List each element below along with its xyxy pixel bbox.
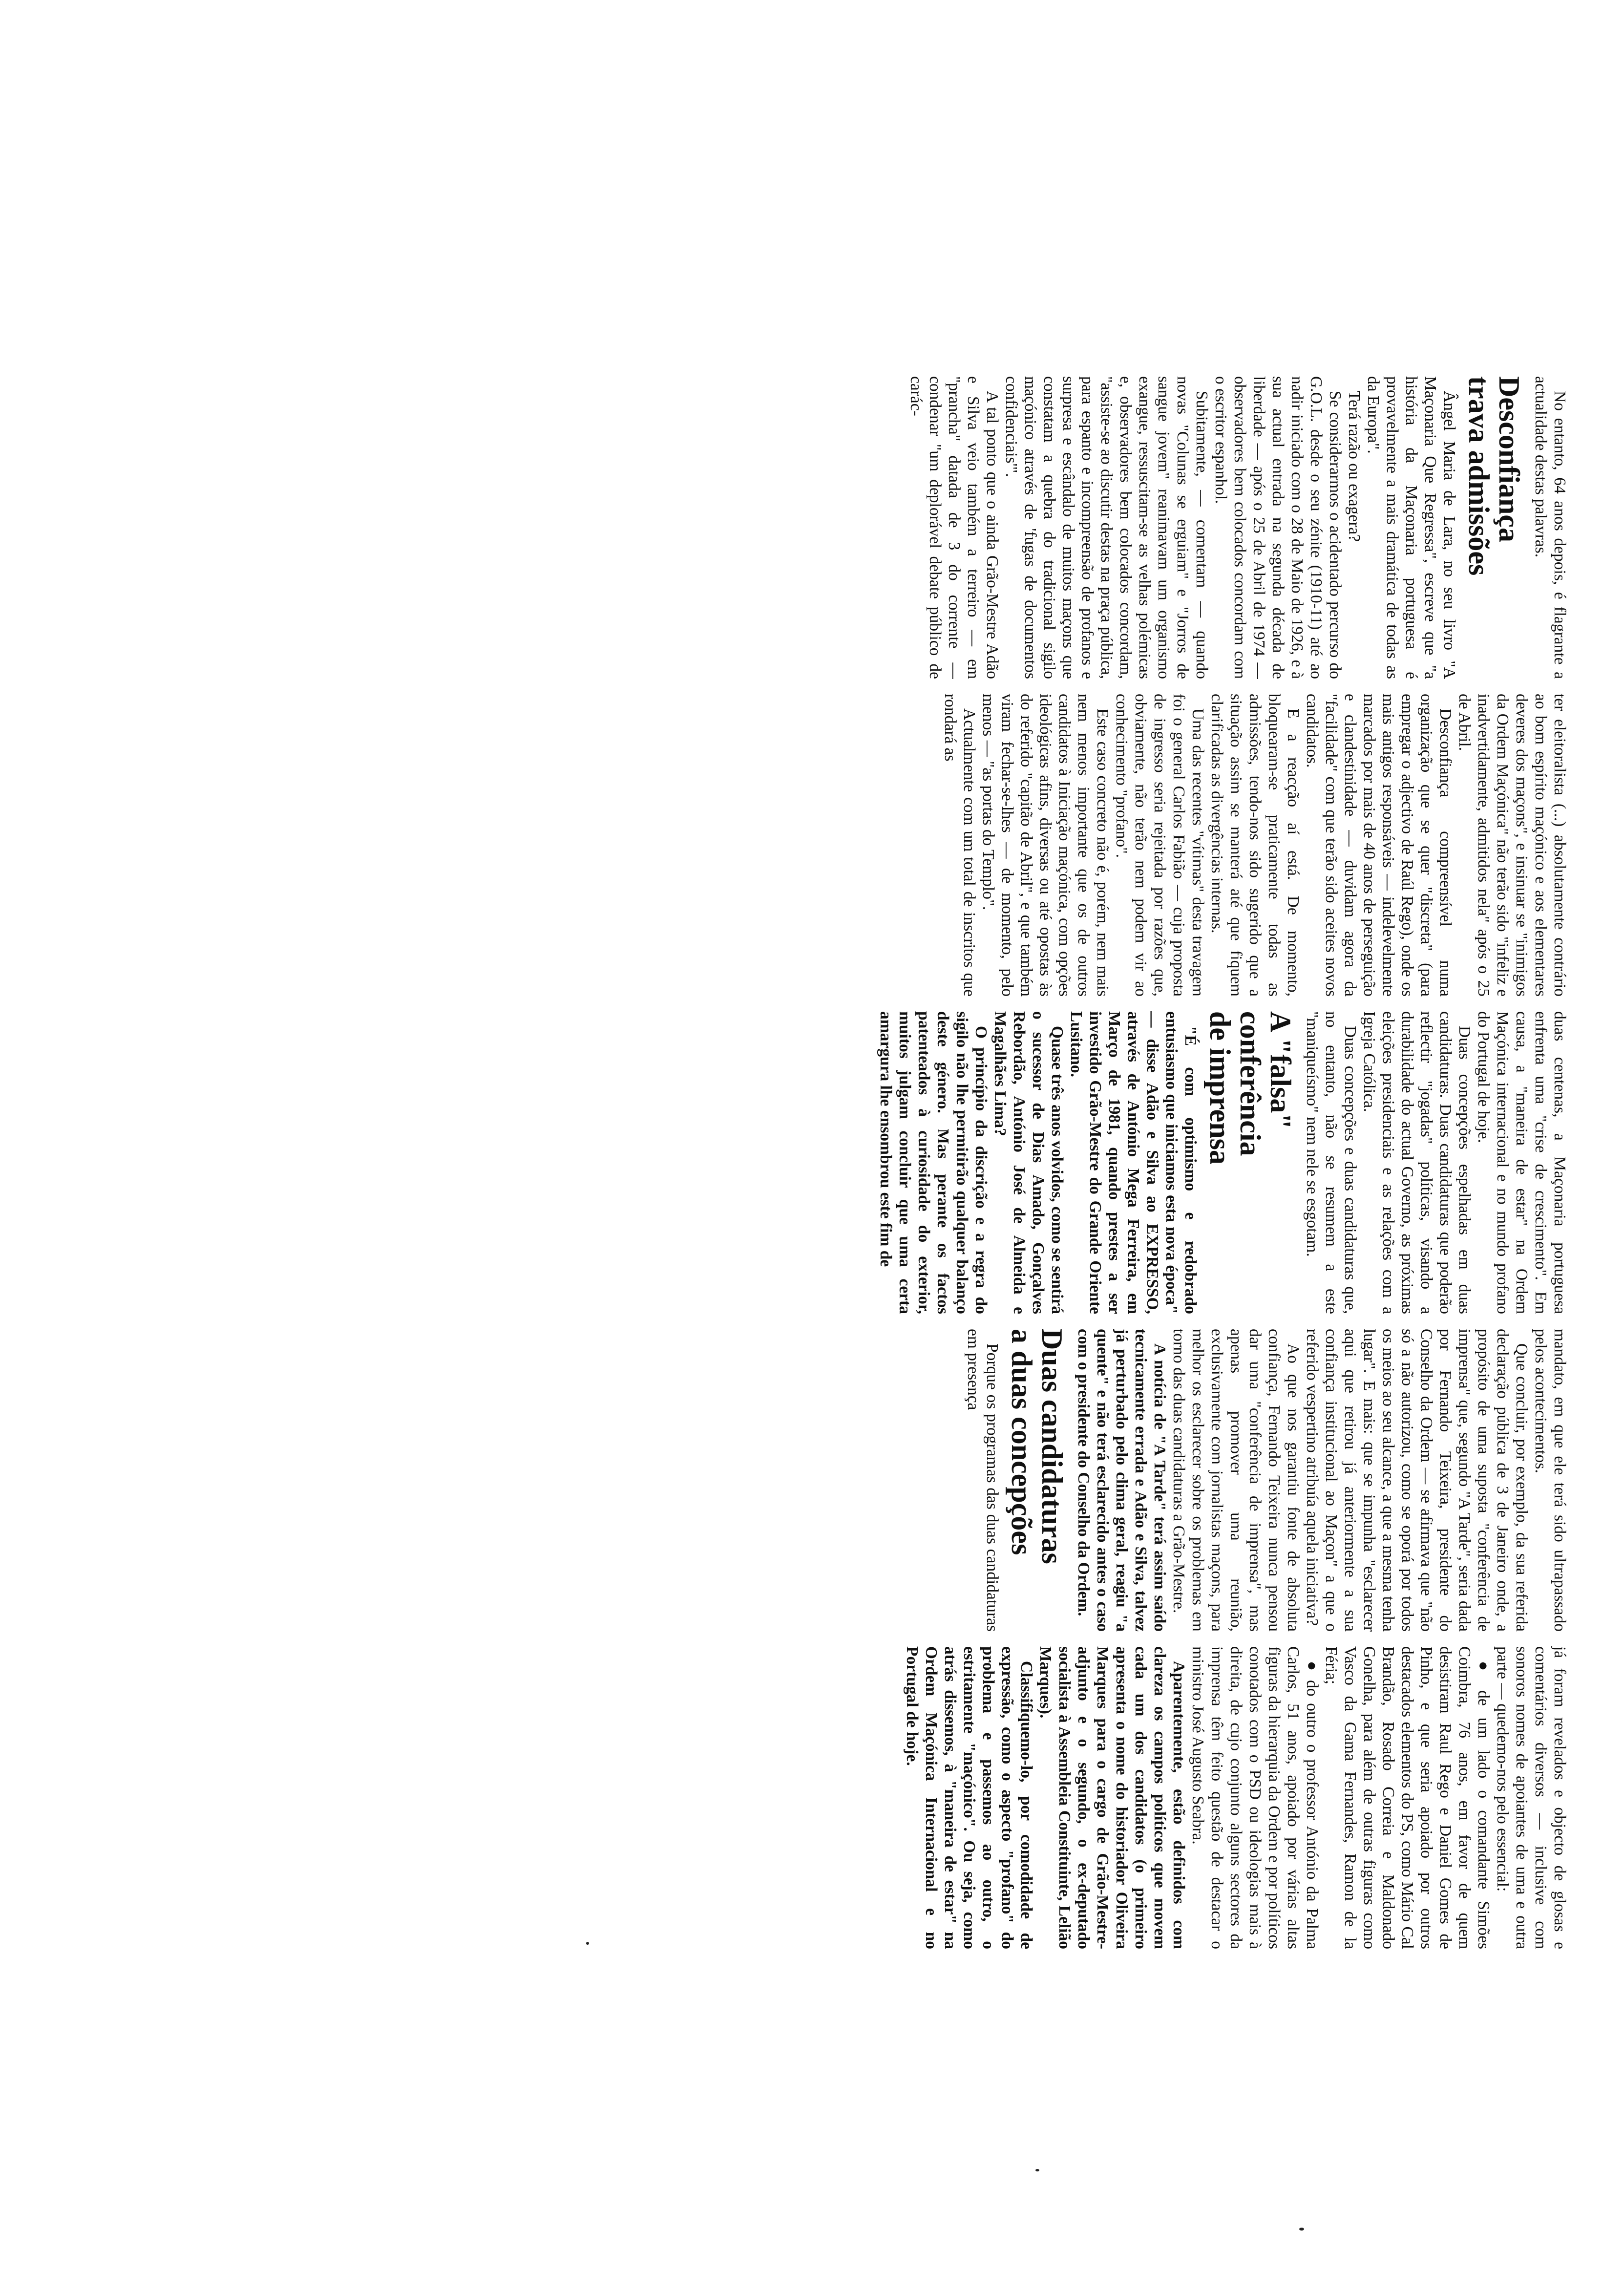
paragraph: ● de um lado o comandante Simões Coimbra, 76 anos, em favor de quem desistiram Raul Rego e Daniel Gomes de Pinho, e que seria apoiado por outros destacados elementos do PS, como Mário Cal Brandão, Rosado Correia e Maldonado Gonelha, para além de outras figuras como Vasco da Gama Fernandes, Ramon de la Féria;: [1322, 1646, 1493, 1949]
paragraph: ter eleitoralista (...) absolutamente contrário ao bom espírito maçónico e aos elementares deveres dos maçons", e insinuar se "inimigos da Ordem Maçónica" não terão sido "infeliz e inadvertidamente, admitidos nela" após o 25 de Abril.: [1455, 694, 1569, 997]
heading-line: a duas concepções: [1006, 1329, 1038, 1555]
article-column-4: [231, 1329, 1569, 1632]
paragraph: E a reacção aí está. De momento, bloquearam-se praticamente todas as admissões, tendo-nos sido sugerido que a situação assim se manterá até que fiquem clarificadas as divergências internas.: [1208, 694, 1302, 997]
heading-line: A "falsa": [1265, 1011, 1297, 1129]
paragraph: Ao que nos garantiu fonte de absoluta confiança, Fernando Teixeira nunca pensou dar uma "conferência de imprensa", mas apenas promover uma reunião, exclusivamente com jornalistas maçons, para melhor os esclarecer sobre os problemas em torno das duas candidaturas a Grão-Mestre.: [1170, 1329, 1302, 1632]
article-column-3: [231, 1011, 1569, 1314]
article-column-2: [231, 694, 1569, 997]
paragraph: Duas concepções e duas candidaturas que, no entanto, não se resumem a este "maniqueísmo" nem nele se esgotam.: [1303, 1011, 1359, 1314]
paragraph: Duas concepções espelhadas em duas candidaturas. Duas candidaturas que poderão reflectir "jogadas" políticas, visando a durabilidade do actual Governo, as próximas eleições presidenciais e as relações com a Igreja Católica.: [1360, 1011, 1474, 1314]
scan-speck: [1299, 2228, 1304, 2231]
paragraph: Ângel Maria de Lara, no seu livro "A Maçonaria Que Regressa", escreve que "a história da Maçonaria portuguesa é provavelmente a mais dramática de todas as da Europa".: [1364, 376, 1458, 679]
paragraph: No entanto, 64 anos depois, é flagrante a actualidade destas palavras.: [1532, 376, 1569, 679]
heading-line: trava admissões: [1463, 376, 1495, 576]
paragraph: A tal ponto que o ainda Grão-Mestre Adão e Silva veio também a terreiro — em "prancha" datada de 3 do corrente — condenar "um deplorável debate público de carác-: [907, 376, 1001, 679]
paragraph: Aparentemente, estão definidos com clareza os campos políticos que movem cada um dos candidatos (o primeiro apresenta o nome do historiador Oliveira Marques para o cargo de Grão-Mestre-adjunto e o segundo, o ex-deputado socialista à Assembleia Constituinte, Lelião Marques).: [1036, 1646, 1188, 1949]
heading-line: de imprensa: [1204, 1011, 1236, 1165]
heading-line: conferência: [1234, 1011, 1266, 1156]
paragraph: Subitamente, — comentam — quando novas "Colunas se erguiam" e "Jorros de sangue jovem" reanimavam um organismo exangue, ressuscitam-se as velhas polémicas e, observadores bem colocados concordam, "assiste-se ao discutir destas na praça pública, para espanto e incompreensão de profanos e surpresa e escândalo de muitos maçons que constatam a quebra do tradicional sigilo maçónico através de 'fugas de documentos confidenciais'".: [1002, 376, 1211, 679]
paragraph: Que concluir, por exemplo, da sua referida declaração pública de 3 de Janeiro onde, a propósito de uma suposta "conferência de imprensa" que, segundo "A Tarde", seria dada por Fernando Teixeira, presidente do Conselho da Ordem — se afirmava que "não só a não autorizou, como se oporá por todos os meios ao seu alcance, a que a mesma tenha lugar". E mais: que se impunha "esclarecer aqui que retirou já anteriormente a sua confiança institucional ao Maçon" a que o referido vespertino atribuía aquela iniciativa?: [1303, 1329, 1531, 1632]
paragraph: A notícia de "A Tarde" terá assim saído tecnicamente errada e Adão e Silva, talvez já perturbado pelo clima geral, reagiu "a quente" e não terá esclarecido antes o caso com o presidente do Conselho da Ordem.: [1075, 1329, 1169, 1632]
newspaper-article: [221, 366, 1579, 2296]
paragraph: Uma das recentes "vítimas" desta travagem foi o general Carlos Fabião — cuja proposta de ingresso seria rejeitada por razões que, obviamente, não terão nem podem vir ao conhecimento "profano".: [1113, 694, 1207, 997]
heading-line: Duas candidaturas: [1036, 1329, 1068, 1564]
paragraph: duas centenas, a Maçonaria portuguesa enfrenta uma "crise de crescimento". Em causa, a "maneira de estar" na Ordem Maçónica internacional e no mundo profano do Portugal de hoje.: [1475, 1011, 1569, 1314]
paragraph: Quase três anos volvidos, como se sentirá o sucessor de Dias Amado, Gonçalves Rebordão, António José de Almeida e Magalhães Lima?: [991, 1011, 1066, 1314]
paragraph: Classifiquemo-lo, por comodidade de expressão, como o aspecto "profano" do problema e passemos ao outro, o estritamente "maçónico". Ou seja, como atrás dissemos, à "maneira de estar" na Ordem Maçónica Internacional e no Portugal de hoje.: [903, 1646, 1035, 1949]
paragraph: Actualmente com um total de inscritos que rondará as: [941, 694, 978, 997]
paragraph: Este caso concreto não é, porém, nem mais nem menos importante que os de outros candidatos à Iniciação maçónica, com opções ideológicas afins, diversas ou até opostas às do referido "capitão de Abril", e que também viram fechar-se-lhes — de momento, pelo menos — "as portas do Templo".: [979, 694, 1112, 997]
paragraph: O princípio da discrição e a regra do sigilo não lhe permitirão qualquer balanço deste género. Mas perante os factos patenteados à curiosidade do exterior, muitos julgam concluir que uma certa amargura lhe ensombrou este fim de: [877, 1011, 990, 1314]
article-column-1: [231, 376, 1569, 679]
scan-speck: [1035, 2169, 1039, 2171]
section-heading-desconfianca: [1464, 376, 1524, 679]
paragraph: Se considerarmos o acidentado percurso do G.O.L. desde o seu zénite (1910-11) até ao nadir iniciado com o 28 de Maio de 1926, e à sua actual entrada na segunda década de liberdade — após o 25 de Abril de 1974 — observadores bem colocados concordam com o escritor espanhol.: [1212, 376, 1344, 679]
paragraph: mandato, em que ele terá sido ultrapassado pelos acontecimentos.: [1532, 1329, 1569, 1632]
section-heading-falsa-conferencia: [1205, 1011, 1296, 1314]
paragraph: Desconfiança compreensível numa organização que se quer "discreta" (para empregar o adjectivo de Raúl Rego), onde os mais antigos responsáveis — indelevelmente marcados por mais de 40 anos de perseguição e clandestinidade — duvidam agora da "facilidade" com que terão sido aceites novos candidatos.: [1303, 694, 1454, 997]
scan-speck: [586, 1942, 589, 1945]
paragraph: ● do outro o professor António da Palma Carlos, 51 anos, apoiado por várias altas figuras da hierarquia da Ordem e por políticos conotados com o PSD ou ideologias mais à direita, de cujo conjunto alguns sectores da imprensa têm feito questão de destacar o ministro José Augusto Seabra.: [1189, 1646, 1321, 1949]
heading-line: Desconfiança: [1493, 376, 1525, 542]
paragraph: "É com optimismo e redobrado entusiasmo que iniciamos esta nova época" — disse Adão e Silva ao EXPRESSO, através de António Mega Ferreira, em Março de 1981, quando prestes a ser investido Grão-Mestre do Grande Oriente Lusitano.: [1067, 1011, 1200, 1314]
paragraph: já foram revelados e objecto de glosas e comentários diversos — inclusive com sonoros nomes de apoiantes de uma e outra parte — quedemo-nos pelo essencial:: [1494, 1646, 1569, 1949]
paragraph: Porque os programas das duas candidaturas em presença: [964, 1329, 1001, 1632]
article-column-5: [231, 1646, 1569, 1949]
paragraph: Terá razão ou exagera?: [1345, 391, 1363, 542]
section-heading-duas-candidaturas: [1007, 1329, 1067, 1632]
